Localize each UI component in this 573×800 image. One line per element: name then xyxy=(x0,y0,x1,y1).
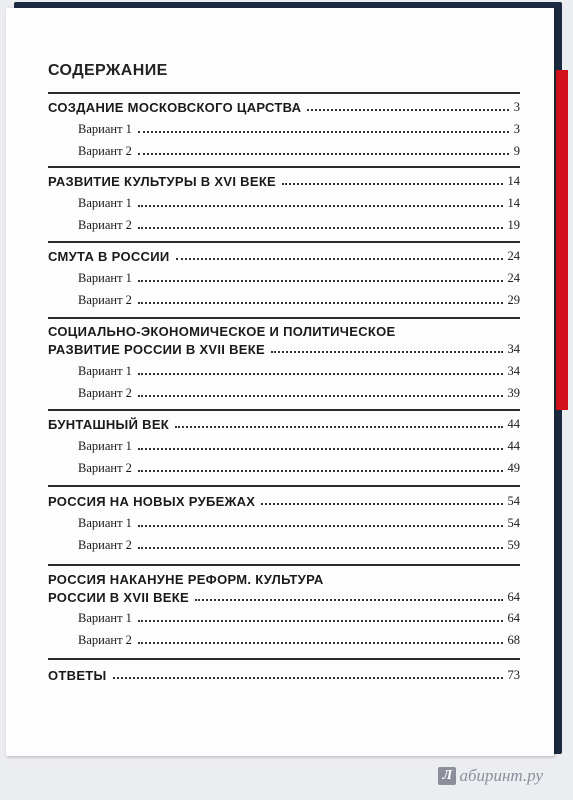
section-title: РАЗВИТИЕ РОССИИ В XVII ВЕКЕ xyxy=(48,342,265,357)
page-number: 24 xyxy=(507,249,520,263)
subsection-label: Вариант 1 xyxy=(78,196,132,210)
page-number: 49 xyxy=(507,461,520,475)
toc-section[interactable] xyxy=(48,590,520,605)
section-title: РОССИИ В XVII ВЕКЕ xyxy=(48,590,189,605)
page-number: 14 xyxy=(507,174,520,188)
toc-subsection[interactable] xyxy=(78,196,520,211)
subsection-label: Вариант 2 xyxy=(78,293,132,307)
page-number: 3 xyxy=(513,122,520,136)
dot-leader xyxy=(138,547,503,549)
subsection-label: Вариант 1 xyxy=(78,122,132,136)
section-divider xyxy=(48,317,520,319)
section-divider xyxy=(48,564,520,566)
section-title: РОССИЯ НА НОВЫХ РУБЕЖАХ xyxy=(48,494,256,509)
dot-leader xyxy=(271,351,503,353)
dot-leader xyxy=(138,620,503,622)
toc-subsection[interactable] xyxy=(78,364,520,379)
dot-leader xyxy=(261,503,502,505)
dot-leader xyxy=(138,131,509,133)
dot-leader xyxy=(138,302,503,304)
dot-leader xyxy=(138,470,503,472)
section-title: БУНТАШНЫЙ ВЕК xyxy=(48,417,170,432)
section-divider xyxy=(48,658,520,660)
page-number: 24 xyxy=(507,271,520,285)
dot-leader xyxy=(138,395,503,397)
toc-answers[interactable] xyxy=(48,668,520,683)
dot-leader xyxy=(176,258,503,260)
subsection-label: Вариант 2 xyxy=(78,633,132,647)
page-number: 9 xyxy=(513,144,520,158)
section-divider xyxy=(48,166,520,168)
toc-section[interactable] xyxy=(48,342,520,357)
toc-subsection[interactable] xyxy=(78,218,520,233)
toc-subsection[interactable] xyxy=(78,538,520,553)
page-number: 54 xyxy=(507,494,520,508)
section-divider xyxy=(48,241,520,243)
toc-page xyxy=(6,8,554,756)
subsection-label: Вариант 1 xyxy=(78,271,132,285)
dot-leader xyxy=(138,205,503,207)
dot-leader xyxy=(138,373,503,375)
page-number: 34 xyxy=(507,342,520,356)
page-number: 64 xyxy=(507,590,520,604)
dot-leader xyxy=(113,677,503,679)
toc-section[interactable] xyxy=(48,249,520,264)
toc-section[interactable] xyxy=(48,494,520,509)
page-number: 29 xyxy=(507,293,520,307)
section-divider xyxy=(48,92,520,94)
dot-leader xyxy=(138,227,503,229)
subsection-label: Вариант 2 xyxy=(78,461,132,475)
toc-subsection[interactable] xyxy=(78,122,520,137)
toc-subsection[interactable] xyxy=(78,439,520,454)
subsection-label: Вариант 1 xyxy=(78,611,132,625)
subsection-label: Вариант 1 xyxy=(78,516,132,530)
watermark-text: абиринт.ру xyxy=(459,766,543,785)
section-title-line1: РОССИЯ НАКАНУНЕ РЕФОРМ. КУЛЬТУРА xyxy=(48,572,324,587)
toc-title: СОДЕРЖАНИЕ xyxy=(48,62,168,79)
section-title: РАЗВИТИЕ КУЛЬТУРЫ В XVI ВЕКЕ xyxy=(48,174,277,189)
toc-subsection[interactable] xyxy=(78,386,520,401)
page-number: 68 xyxy=(507,633,520,647)
subsection-label: Вариант 2 xyxy=(78,538,132,552)
subsection-label: Вариант 1 xyxy=(78,439,132,453)
page-number: 44 xyxy=(507,417,520,431)
dot-leader xyxy=(138,153,509,155)
toc-section[interactable] xyxy=(48,100,520,115)
toc-subsection[interactable] xyxy=(78,293,520,308)
dot-leader xyxy=(195,599,503,601)
toc-subsection[interactable] xyxy=(78,633,520,648)
toc-subsection[interactable] xyxy=(78,516,520,531)
labirint-watermark xyxy=(438,766,543,786)
page-number: 19 xyxy=(507,218,520,232)
section-title: СМУТА В РОССИИ xyxy=(48,249,170,264)
page-number: 34 xyxy=(507,364,520,378)
section-title-line1: СОЦИАЛЬНО-ЭКОНОМИЧЕСКОЕ И ПОЛИТИЧЕСКОЕ xyxy=(48,324,396,339)
cover-red-strip xyxy=(556,70,568,410)
toc-subsection[interactable] xyxy=(78,461,520,476)
page-number: 44 xyxy=(507,439,520,453)
toc-section[interactable] xyxy=(48,417,520,432)
dot-leader xyxy=(138,525,503,527)
dot-leader xyxy=(307,109,508,111)
page-number: 64 xyxy=(507,611,520,625)
page-number: 54 xyxy=(507,516,520,530)
dot-leader xyxy=(138,448,503,450)
dot-leader xyxy=(282,183,502,185)
page-number: 14 xyxy=(507,196,520,210)
toc-subsection[interactable] xyxy=(78,611,520,626)
subsection-label: Вариант 2 xyxy=(78,386,132,400)
toc-subsection[interactable] xyxy=(78,271,520,286)
section-divider xyxy=(48,409,520,411)
section-divider xyxy=(48,485,520,487)
page-number: 39 xyxy=(507,386,520,400)
dot-leader xyxy=(138,280,503,282)
page-number: 3 xyxy=(513,100,520,114)
watermark-logo-letter: Л xyxy=(438,767,456,785)
dot-leader xyxy=(138,642,503,644)
page-number: 73 xyxy=(507,668,520,682)
page-number: 59 xyxy=(507,538,520,552)
toc-section[interactable] xyxy=(48,174,520,189)
dot-leader xyxy=(175,426,502,428)
subsection-label: Вариант 2 xyxy=(78,218,132,232)
subsection-label: Вариант 1 xyxy=(78,364,132,378)
toc-subsection[interactable] xyxy=(78,144,520,159)
section-title: СОЗДАНИЕ МОСКОВСКОГО ЦАРСТВА xyxy=(48,100,302,115)
subsection-label: Вариант 2 xyxy=(78,144,132,158)
answers-title: ОТВЕТЫ xyxy=(48,668,107,683)
